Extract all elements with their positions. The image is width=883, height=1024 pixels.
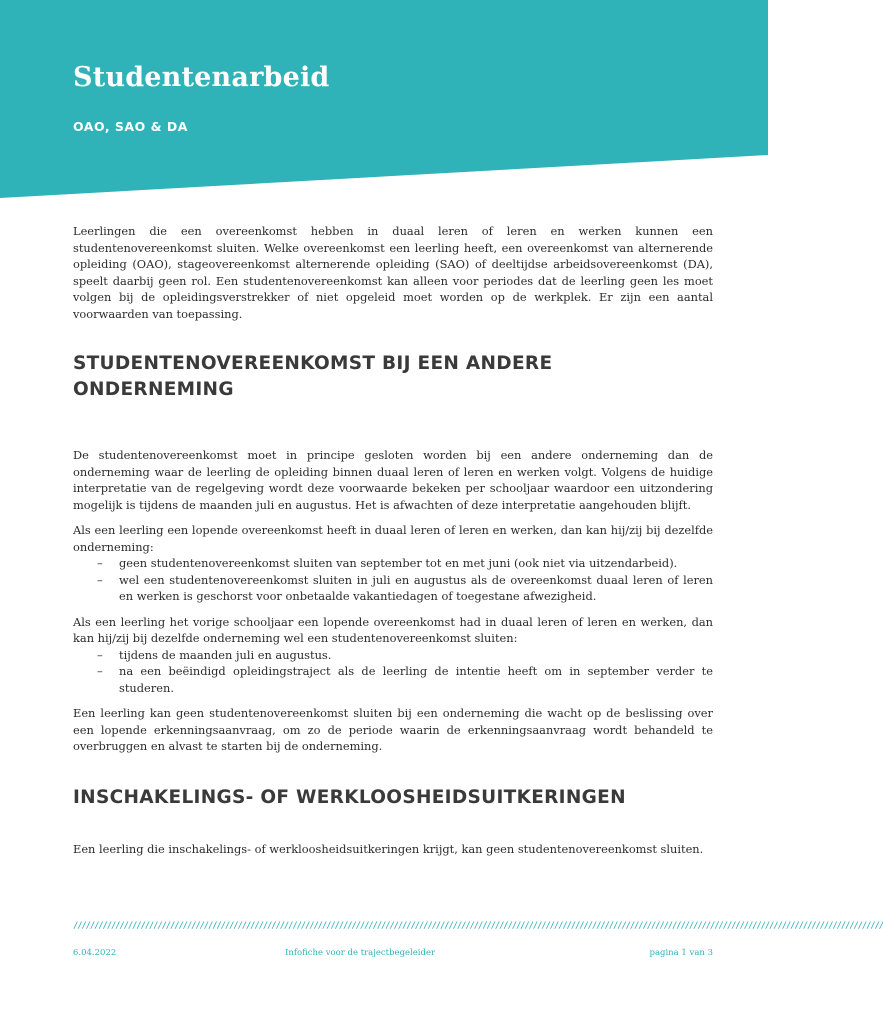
paragraph: Als een leerling een lopende overeenkomst heeft in duaal leren of leren en werken, dan kan hij/zij bij dezelfde onderneming: [73,523,713,554]
dash-bullet: – [97,556,103,570]
page-footer [73,948,713,962]
section-heading-andere-onderneming: STUDENTENOVEREENKOMST BIJ EEN ANDERE ONDERNEMING [73,353,553,400]
intro-paragraph: Leerlingen die een overeenkomst hebben in duaal leren of leren en werken kunnen een studentenovereenkomst sluiten. Welke overeenkomst een leerling heeft, een overeenkomst van alternerende opleiding (OAO), stageovereenkomst alternerende opleiding (SAO) of deeltijdse arbeidsovereenkomst (DA), speelt daarbij geen rol. Een studentenovereenkomst kan alleen voor periodes dat de leerling geen les moet volgen bij de opleidingsverstrekker of niet opgeleid moet worden op de werkplek. Er zijn een aantal voorwaarden van toepassing. [73,224,713,321]
footer-page-number: pagina 1 van 3 [649,948,713,958]
list-item [73,555,713,572]
list-item [73,647,713,664]
section-heading-uitkeringen: INSCHAKELINGS- OF WERKLOOSHEIDSUITKERINGEN [73,786,626,808]
list-item-text: na een beëindigd opleidingstraject als de leerling de intentie heeft om in september verder te studeren. [119,664,713,695]
header-band-shape [0,0,768,200]
paragraph: Een leerling die inschakelings- of werkloosheidsuitkeringen krijgt, kan geen studentenovereenkomst sluiten. [73,841,704,856]
document-body [73,223,713,857]
paragraph: De studentenovereenkomst moet in principe gesloten worden bij een andere onderneming dan de onderneming waar de leerling de opleiding binnen duaal leren of leren en werken volgt. Volgens de huidige interpretatie van de regelgeving wordt deze voorwaarde bekeken per schooljaar waardoor een uitzondering mogelijk is tijdens de maanden juli en augustus. Het is afwachten of deze interpretatie aangehouden blijft. [73,448,713,512]
dash-bullet: – [97,572,103,587]
page-title: Studentenarbeid [73,62,330,93]
list-item-text: wel een studentenovereenkomst sluiten in juli en augustus als de overeenkomst duaal leren of leren en werken is geschorst voor onbetaalde vakantiedagen of toegestane afwezigheid. [119,572,713,603]
paragraph: Als een leerling het vorige schooljaar een lopende overeenkomst had in duaal leren of leren en werken, dan kan hij/zij bij dezelfde onderneming wel een studentenovereenkomst sluiten: [73,614,713,645]
list-item-text: geen studentenovereenkomst sluiten van september tot en met juni (ook niet via uitzendarbeid). [119,556,678,570]
list-item-text: tijdens de maanden juli en augustus. [119,647,332,662]
page-subtitle: OAO, SAO & DA [73,119,188,134]
list-item [73,572,713,605]
list-item [73,663,713,696]
header-banner [0,0,768,200]
footer-divider: //////////////////////////////////////////////////////////////////////////////////////////////////////////////////////////////////////////////////////////////////////////////////////////////// [73,921,883,931]
dash-list [73,555,713,605]
dash-list [73,647,713,697]
dash-bullet: – [97,647,103,662]
paragraph: Een leerling kan geen studentenovereenkomst sluiten bij een onderneming die wacht op de beslissing over een lopende erkenningsaanvraag, om zo de periode waarin de erkenningsaanvraag wordt behandeld te overbruggen en alvast te starten bij de onderneming. [73,706,713,753]
dash-bullet: – [97,664,103,678]
footer-document-label: Infofiche voor de trajectbegeleider [285,948,436,958]
footer-date: 6.04.2022 [73,948,117,958]
